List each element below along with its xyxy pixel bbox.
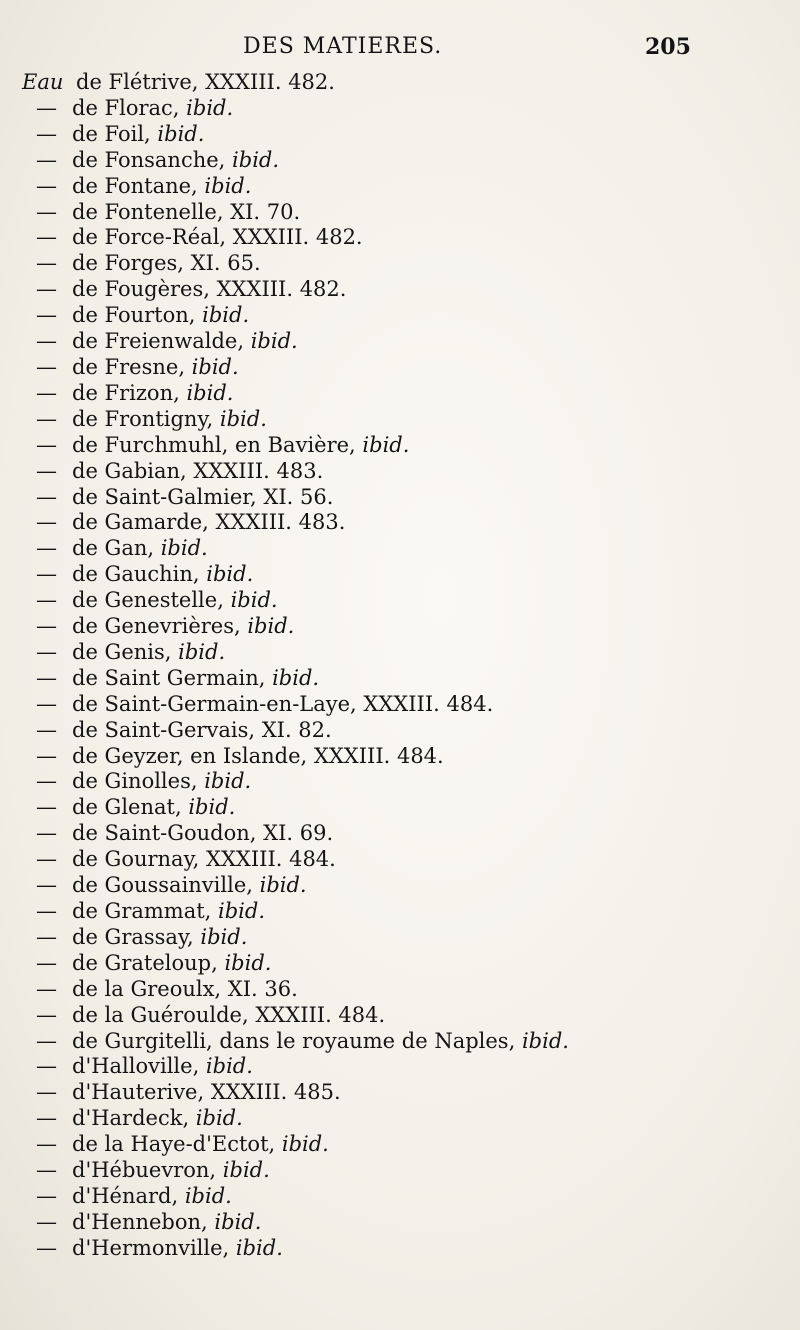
entry-reference: ibid. bbox=[184, 1183, 232, 1208]
index-entry bbox=[22, 666, 762, 692]
index-entry bbox=[22, 251, 762, 277]
index-entry bbox=[22, 122, 762, 148]
entry-dash: — bbox=[36, 458, 57, 483]
index-entry bbox=[22, 1210, 762, 1236]
entry-reference: ibid. bbox=[195, 1106, 243, 1131]
entry-dash: — bbox=[36, 225, 57, 250]
entry-reference: XXXIII. 482. bbox=[216, 277, 347, 302]
entry-reference: ibid. bbox=[259, 873, 307, 898]
entry-reference: ibid. bbox=[160, 536, 208, 561]
index-entry bbox=[22, 614, 762, 640]
entry-dash: — bbox=[36, 691, 57, 716]
entry-reference: XXXIII. 484. bbox=[313, 743, 444, 768]
entry-text: de Fontenelle, bbox=[72, 199, 231, 224]
entry-dash: — bbox=[36, 147, 57, 172]
index-entry bbox=[22, 1003, 762, 1029]
entry-dash: — bbox=[36, 743, 57, 768]
entry-reference: ibid. bbox=[224, 950, 272, 975]
entry-reference: ibid. bbox=[219, 406, 267, 431]
entry-text: de Foil, bbox=[72, 121, 158, 146]
index-entry bbox=[22, 329, 762, 355]
entry-dash: — bbox=[36, 95, 57, 120]
entry-reference: ibid. bbox=[157, 121, 205, 146]
index-entry bbox=[22, 1236, 762, 1262]
index-entry bbox=[22, 510, 762, 536]
entry-dash: — bbox=[36, 795, 57, 820]
entry-dash: — bbox=[36, 329, 57, 354]
entry-text: d'Hardeck, bbox=[72, 1106, 196, 1131]
entry-reference: ibid. bbox=[205, 1054, 253, 1079]
entry-text: de Fourton, bbox=[72, 303, 203, 328]
entry-dash: — bbox=[36, 639, 57, 664]
entry-text: de Frizon, bbox=[72, 380, 187, 405]
entry-reference: ibid. bbox=[204, 769, 252, 794]
entry-reference: XXXIII. 484. bbox=[255, 1002, 386, 1027]
index-entry bbox=[22, 1080, 762, 1106]
entry-text: de Fontane, bbox=[72, 173, 205, 198]
index-list bbox=[22, 70, 762, 1262]
entry-text: de Fonsanche, bbox=[72, 147, 233, 172]
entry-text: de Fresne, bbox=[72, 354, 192, 379]
entry-dash: — bbox=[36, 1002, 57, 1027]
entry-text: de Florac, bbox=[72, 95, 187, 120]
running-title: DES MATIERES. bbox=[243, 34, 443, 59]
entry-text: de Gurgitelli, dans le royaume de Naples, bbox=[72, 1028, 522, 1053]
entry-dash: — bbox=[36, 484, 57, 509]
index-entry bbox=[22, 1132, 762, 1158]
index-entry bbox=[22, 562, 762, 588]
entry-reference: ibid. bbox=[272, 665, 320, 690]
page-header bbox=[0, 34, 800, 64]
entry-dash: — bbox=[36, 303, 57, 328]
entry-dash: — bbox=[36, 1158, 57, 1183]
entry-text: de Forges, bbox=[72, 251, 191, 276]
entry-text: de Gan, bbox=[72, 536, 161, 561]
entry-reference: ibid. bbox=[521, 1028, 569, 1053]
entry-dash: — bbox=[36, 665, 57, 690]
index-entry bbox=[22, 977, 762, 1003]
entry-text: d'Hermonville, bbox=[72, 1235, 236, 1260]
index-entry bbox=[22, 692, 762, 718]
entry-dash: — bbox=[36, 1080, 57, 1105]
index-entry bbox=[22, 821, 762, 847]
index-entry bbox=[22, 277, 762, 303]
entry-text: de Saint-Gervais, bbox=[72, 717, 262, 742]
index-entry bbox=[22, 200, 762, 226]
entry-dash: — bbox=[36, 976, 57, 1001]
entry-text: de Gabian, bbox=[72, 458, 194, 483]
entry-text: de Gournay, bbox=[72, 847, 206, 872]
entry-reference: ibid. bbox=[218, 899, 266, 923]
entry-text: d'Halloville, bbox=[72, 1054, 206, 1079]
index-entry bbox=[22, 355, 762, 381]
entry-text: de Grateloup, bbox=[72, 950, 225, 975]
entry-reference: XI. 69. bbox=[263, 821, 334, 846]
index-entry bbox=[22, 1184, 762, 1210]
index-entry bbox=[22, 1054, 762, 1080]
entry-text: de Gamarde, bbox=[72, 510, 216, 535]
entry-reference: ibid. bbox=[230, 588, 278, 613]
index-entry bbox=[22, 225, 762, 251]
entry-text: de Glenat, bbox=[72, 795, 189, 820]
entry-dash: — bbox=[36, 847, 57, 872]
entry-reference: ibid. bbox=[204, 173, 252, 198]
entry-text: d'Hennebon, bbox=[72, 1209, 215, 1234]
entry-reference: ibid. bbox=[362, 432, 410, 457]
index-entry bbox=[22, 303, 762, 329]
index-entry bbox=[22, 459, 762, 485]
entry-reference: ibid. bbox=[178, 639, 226, 664]
index-entry bbox=[22, 640, 762, 666]
index-entry bbox=[22, 381, 762, 407]
entry-reference: ibid. bbox=[222, 1158, 270, 1183]
entry-dash: — bbox=[36, 354, 57, 379]
entry-text: de Fougères, bbox=[72, 277, 217, 302]
entry-text: de Ginolles, bbox=[72, 769, 205, 794]
entry-text: de Grammat, bbox=[72, 899, 219, 923]
entry-text: de la Haye-d'Ectot, bbox=[72, 1132, 282, 1157]
entry-text: d'Hénard, bbox=[72, 1183, 185, 1208]
entry-dash: — bbox=[36, 199, 57, 224]
entry-dash: — bbox=[36, 1106, 57, 1131]
entry-reference: ibid. bbox=[281, 1132, 329, 1157]
entry-reference: ibid. bbox=[191, 354, 239, 379]
entry-text: de Gauchin, bbox=[72, 562, 207, 587]
entry-reference: XXXIII. 482. bbox=[232, 225, 363, 250]
entry-reference: ibid. bbox=[186, 380, 234, 405]
entry-dash: — bbox=[36, 406, 57, 431]
entry-dash: — bbox=[36, 510, 57, 535]
entry-dash: — bbox=[36, 1209, 57, 1234]
entry-dash: — bbox=[36, 1054, 57, 1079]
index-entry bbox=[22, 1029, 762, 1055]
index-entry bbox=[22, 847, 762, 873]
entry-text: de Flétrive, bbox=[76, 70, 206, 94]
index-entry bbox=[22, 588, 762, 614]
index-entry bbox=[22, 70, 762, 96]
entry-text: de Force-Réal, bbox=[72, 225, 233, 250]
entry-text: de Genevrières, bbox=[72, 614, 248, 639]
index-entry bbox=[22, 899, 762, 925]
index-entry bbox=[22, 1106, 762, 1132]
entry-reference: XXXIII. 483. bbox=[193, 458, 324, 483]
entry-reference: ibid. bbox=[247, 614, 295, 639]
entry-dash: — bbox=[36, 873, 57, 898]
entry-text: de Frontigny, bbox=[72, 406, 220, 431]
entry-text: d'Hauterive, bbox=[72, 1080, 211, 1105]
entry-dash: — bbox=[36, 432, 57, 457]
entry-dash: — bbox=[36, 1132, 57, 1157]
index-entry bbox=[22, 96, 762, 122]
entry-text: de Geyzer, en Islande, bbox=[72, 743, 314, 768]
index-entry bbox=[22, 148, 762, 174]
entry-dash: — bbox=[36, 380, 57, 405]
page-number: 205 bbox=[645, 34, 691, 60]
entry-reference: ibid. bbox=[235, 1235, 283, 1260]
index-entry bbox=[22, 485, 762, 511]
entry-reference: ibid. bbox=[186, 95, 234, 120]
index-entry bbox=[22, 536, 762, 562]
entry-reference: XI. 70. bbox=[230, 199, 301, 224]
entry-text: de Saint-Goudon, bbox=[72, 821, 264, 846]
index-entry bbox=[22, 951, 762, 977]
index-entry bbox=[22, 174, 762, 200]
entry-dash: — bbox=[36, 562, 57, 587]
entry-dash: — bbox=[36, 614, 57, 639]
entry-reference: ibid. bbox=[250, 329, 298, 354]
entry-reference: XI. 56. bbox=[263, 484, 334, 509]
entry-text: de Freienwalde, bbox=[72, 329, 251, 354]
entry-text: d'Hébuevron, bbox=[72, 1158, 223, 1183]
entry-reference: ibid. bbox=[200, 924, 248, 949]
entry-text: de Genis, bbox=[72, 639, 179, 664]
entry-dash: — bbox=[36, 1028, 57, 1053]
entry-text: de la Guéroulde, bbox=[72, 1002, 256, 1027]
entry-reference: XXXIII. 482. bbox=[205, 70, 335, 94]
entry-dash: — bbox=[36, 173, 57, 198]
entry-dash: — bbox=[36, 1235, 57, 1260]
entry-text: de Goussainville, bbox=[72, 873, 260, 898]
index-entry bbox=[22, 744, 762, 770]
entry-dash: — bbox=[36, 821, 57, 846]
entry-dash: — bbox=[36, 536, 57, 561]
index-entry bbox=[22, 718, 762, 744]
entry-reference: XXXIII. 484. bbox=[206, 847, 336, 872]
entry-reference: XXXIII. 485. bbox=[210, 1080, 341, 1105]
index-entry bbox=[22, 769, 762, 795]
entry-text: de Furchmuhl, en Bavière, bbox=[72, 432, 363, 457]
entry-reference: ibid. bbox=[232, 147, 280, 172]
entry-reference: XI. 36. bbox=[227, 976, 298, 1001]
entry-reference: ibid. bbox=[214, 1209, 262, 1234]
entry-reference: XXXIII. 483. bbox=[215, 510, 346, 535]
entry-reference: ibid. bbox=[202, 303, 250, 328]
entry-dash: — bbox=[36, 899, 57, 923]
index-entry bbox=[22, 795, 762, 821]
entry-text: de la Greoulx, bbox=[72, 976, 228, 1001]
index-entry bbox=[22, 873, 762, 899]
entry-reference: ibid. bbox=[188, 795, 236, 820]
entry-dash: — bbox=[36, 588, 57, 613]
entry-dash: — bbox=[36, 769, 57, 794]
entry-dash: — bbox=[36, 121, 57, 146]
index-entry bbox=[22, 1158, 762, 1184]
entry-dash: — bbox=[36, 950, 57, 975]
index-entry bbox=[22, 433, 762, 459]
entry-reference: XI. 65. bbox=[190, 251, 261, 276]
entry-text: de Saint-Galmier, bbox=[72, 484, 264, 509]
entry-reference: XXXIII. 484. bbox=[363, 691, 494, 716]
entry-reference: ibid. bbox=[206, 562, 254, 587]
entry-dash: — bbox=[36, 924, 57, 949]
entry-reference: XI. 82. bbox=[261, 717, 332, 742]
entry-text: de Grassay, bbox=[72, 924, 201, 949]
entry-dash: — bbox=[36, 717, 57, 742]
entry-dash: — bbox=[36, 251, 57, 276]
index-entry bbox=[22, 407, 762, 433]
index-entry bbox=[22, 925, 762, 951]
entry-dash: — bbox=[36, 1183, 57, 1208]
entry-text: de Saint-Germain-en-Laye, bbox=[72, 691, 364, 716]
entry-text: de Genestelle, bbox=[72, 588, 231, 613]
entry-dash: — bbox=[36, 277, 57, 302]
entry-text: de Saint Germain, bbox=[72, 665, 273, 690]
entry-headword: Eau bbox=[22, 70, 64, 94]
